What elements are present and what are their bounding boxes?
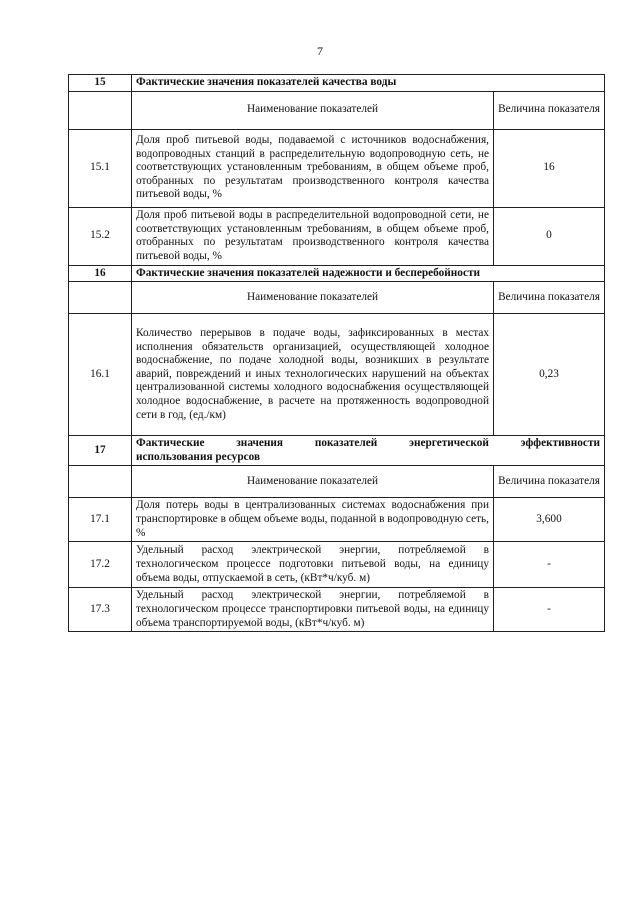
row-number: 17.1 (69, 498, 132, 542)
row-text: Удельный расход электрической энергии, потребляемой в технологическом процессе подготовки питьевой воды, на единицу объема воды, отпускаемой в сеть, (кВт*ч/куб. м) (132, 542, 494, 588)
section-header-16 (69, 265, 605, 282)
table-row (69, 207, 605, 265)
section-title-line2: использования ресурсов (136, 450, 261, 463)
row-value: 16 (494, 129, 605, 207)
section-number: 16 (69, 265, 132, 282)
header-value: Величина показателя (494, 466, 605, 498)
row-number: 15.1 (69, 129, 132, 207)
section-header-17 (69, 436, 605, 466)
section-title: Фактические значения показателей качества воды (132, 75, 605, 92)
row-number: 15.2 (69, 207, 132, 265)
header-name: Наименование показателей (132, 466, 494, 498)
column-header-row (69, 466, 605, 498)
row-value: - (494, 542, 605, 588)
row-number: 16.1 (69, 314, 132, 436)
section-title: Фактические значения показателей надежности и бесперебойности (132, 265, 605, 282)
row-number: 17.3 (69, 588, 132, 632)
section-number: 15 (69, 75, 132, 92)
header-name: Наименование показателей (132, 91, 494, 129)
empty-cell (69, 282, 132, 314)
row-text: Доля проб питьевой воды, подаваемой с источников водоснабжения, водопроводных станций в распределительную водопроводную сеть, не соответствующих установленным требованиям, в общем объеме проб, отобранных по результатам производственного контроля качества питьевой воды, % (132, 129, 494, 207)
row-text: Доля потерь воды в централизованных системах водоснабжения при транспортировке в общем объеме воды, поданной в водопроводную сеть, % (132, 498, 494, 542)
row-value: 0 (494, 207, 605, 265)
row-value: 0,23 (494, 314, 605, 436)
column-header-row (69, 282, 605, 314)
table-row (69, 129, 605, 207)
empty-cell (69, 466, 132, 498)
section-title-line1: Фактические значения показателей энергетической эффективности (136, 437, 601, 450)
header-value: Величина показателя (494, 282, 605, 314)
row-value: - (494, 588, 605, 632)
section-number: 17 (69, 436, 132, 466)
indicators-table (68, 74, 605, 632)
section-title (132, 436, 605, 466)
row-text: Количество перерывов в подаче воды, зафиксированных в местах исполнения обязательств организацией, осуществляющей холодное водоснабжение, по подаче холодной воды, возникших в результате аварий, повреждений и иных технологических нарушений на объектах централизованной системы холодного водоснабжения осуществляющей холодное водоснабжение, в расчете на протяженность водопроводной сети в год, (ед./км) (132, 314, 494, 436)
table-row (69, 542, 605, 588)
table-row (69, 588, 605, 632)
header-value: Величина показателя (494, 91, 605, 129)
row-value: 3,600 (494, 498, 605, 542)
table-row (69, 314, 605, 436)
row-text: Удельный расход электрической энергии, потребляемой в технологическом процессе транспортировки питьевой воды, на единицу объема транспортируемой воды, (кВт*ч/куб. м) (132, 588, 494, 632)
column-header-row (69, 91, 605, 129)
table-row (69, 498, 605, 542)
page-number: 7 (317, 44, 323, 58)
section-header-15 (69, 75, 605, 92)
empty-cell (69, 91, 132, 129)
header-name: Наименование показателей (132, 282, 494, 314)
row-text: Доля проб питьевой воды в распределительной водопроводной сети, не соответствующих установленным требованиям, в общем объеме проб, отобранных по результатам производственного контроля качества питьевой воды, % (132, 207, 494, 265)
row-number: 17.2 (69, 542, 132, 588)
